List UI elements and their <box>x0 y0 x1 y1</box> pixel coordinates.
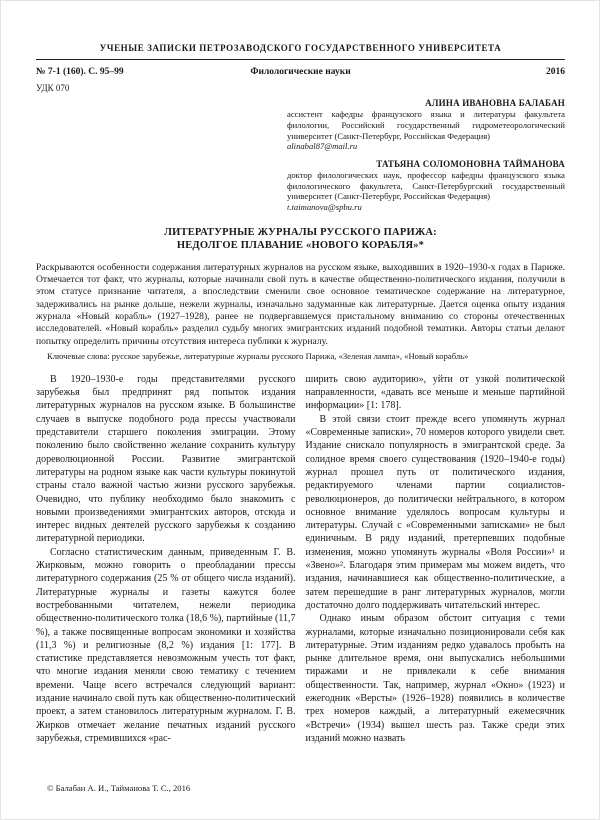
right-column <box>306 373 566 745</box>
article-title-line-2: НЕДОЛГОЕ ПЛАВАНИЕ «НОВОГО КОРАБЛЯ»* <box>176 239 425 251</box>
body-paragraph: Однако иным образом обстоит ситуация с теми журналами, которые изначально позиционировали себя как литературные. Этим изданиям редко удавалось пробыть на рынке длительное время, они выпускались небольшими тиражами и не привлекали к себе внимания общественности. Так, например, журнал «Окно» (1923) и ежегодник «Версты» (1926–1928) появились в количестве трех номеров каждый, а литературный ежемесячник «Встречи» (1934) вышел шесть раз. Также среди этих изданий можно назвать <box>305 613 565 744</box>
author-2-name: ТАТЬЯНА СОЛОМОНОВНА ТАЙМАНОВА <box>376 158 565 169</box>
left-column <box>36 373 296 745</box>
author-2-affiliation: доктор филологических наук, профессор кафедры французского языка филологического факультета, Санкт-Петербургский государственный университет (Санкт-Петербург, Российская Федерация) <box>287 169 565 202</box>
authors-block <box>36 98 565 213</box>
header-divider <box>36 59 565 60</box>
body-paragraph: Согласно статистическим данным, приведенным Г. В. Жирковым, можно говорить о преобладании прессы литературного содержания (25 % от общего числа изданий). Литературные журналы и газеты кажутся более востребованными читателем, нежели периодика общественно-политического толка (18,6 %), партийные (11,7 %), а также посвященные вопросам экономики и хозяйства (11,3 %) и религиозные (8,2 %) издания [1: 177]. В статистике представляется невозможным учесть тот факт, что многие издания меняли свою тематику с течением времени. Чаще всего встречался следующий вариант: издание начинало свой путь как общественно-политический проект, а затем становилось литературным журналом. Г. В. Жирков отмечает желание печатных изданий русского зарубежья, стремившихся «рас- <box>36 546 296 744</box>
author-1-name: АЛИНА ИВАНОВНА БАЛАБАН <box>425 98 565 108</box>
udc-code: УДК 070 <box>36 83 70 93</box>
author-1-email: alinabal87@mail.ru <box>287 141 358 152</box>
article-title-line-1: ЛИТЕРАТУРНЫЕ ЖУРНАЛЫ РУССКОГО ПАРИЖА: <box>164 226 437 238</box>
body-columns <box>36 373 565 745</box>
year-label: 2016 <box>546 67 565 77</box>
author-2-email: t.taimanova@spbu.ru <box>287 202 362 213</box>
body-paragraph: ширить свою аудиторию», уйти от узкой политической направленности, «давать все меньше и меньше партийной информации» [1: 178]. <box>305 373 565 412</box>
copyright-notice: © Балабан А. И., Тайманова Т. С., 2016 <box>47 783 191 793</box>
author-2 <box>36 159 565 213</box>
issue-meta-row <box>36 67 565 79</box>
journal-title: УЧЕНЫЕ ЗАПИСКИ ПЕТРОЗАВОДСКОГО ГОСУДАРСТВЕННОГО УНИВЕРСИТЕТА <box>99 43 502 53</box>
article-title <box>36 226 565 252</box>
body-paragraph: В 1920–1930-е годы представителями русского зарубежья был предпринят ряд попыток издания литературных журналов на русском языке. В большинстве случаев в выпуске подобного рода прессы участвовали представители старшего поколения эмиграции. Этому поколению было свойственно желание сохранить культуру дореволюционной России. Развитие эмигрантской литературы на родном языке как части культуры покинутой страны стало важной частью жизни русского зарубежья. Очевидно, что публику необходимо было знакомить с новыми произведениями эмигрантских авторов, отсюда и интерес видных деятелей русского зарубежья к созданию литературной периодики. <box>36 373 296 545</box>
abstract-text: Раскрываются особенности содержания литературных журналов на русском языке, выходивших в 1920–1930-х годах в Париже. Отмечается тот факт, что журналы, которые начинали свой путь в качестве общественно-политического издания, получили в этом статусе признание читателя, а впоследствии сменили свое основное тематическое содержание на литературное, задерживались на рынке дольше, нежели журналы, изначально задуманные как литературные. Дается оценка опыту издания журнала «Новый корабль» (1927–1928), ранее не подвергавшемуся пристальному вниманию со стороны отечественных исследователей. «Новый корабль» разделил судьбу многих эмигрантских изданий подобной тематики. Авторы статьи делают попытку определить причины отсутствия интереса публики к журналу. <box>36 261 565 347</box>
body-paragraph: В этой связи стоит прежде всего упомянуть журнал «Современные записки», 70 номеров которого увидели свет. Издание снискало популярность в эмигрантской среде. За солидное время своего существования (1920–1940-е годы) журнал прошел путь от политического издания, редактируемого членами партии социалистов-революционеров, до политически нейтрального, в котором основное внимание уделялось вопросам культуры и литературы. Случай с «Современными записками» не был единичным. В ряду изданий, претерпевших подобные изменения, можно упомянуть журналы «Воля России»¹ и «Звено»². Благодаря этим примерам мы можем видеть, что издания, начинавшиеся как общественно-политические, а затем перешедшие в ранг литературных журналов, могли достаточно долго поддерживать читательский интерес. <box>305 413 565 611</box>
page-content <box>36 1 565 745</box>
section-label: Филологические науки <box>250 67 351 77</box>
author-1 <box>36 98 565 152</box>
author-1-affiliation: ассистент кафедры французского языка и литературы факультета филологии, Российский государственный гидрометеорологический университет (Санкт-Петербург, Российская Федерация) <box>287 109 565 141</box>
keywords-line: Ключевые слова: русское зарубежье, литературные журналы русского Парижа, «Зеленая лампа», «Новый корабль» <box>47 350 469 361</box>
issue-pages: № 7-1 (160). С. 95–99 <box>36 67 124 77</box>
